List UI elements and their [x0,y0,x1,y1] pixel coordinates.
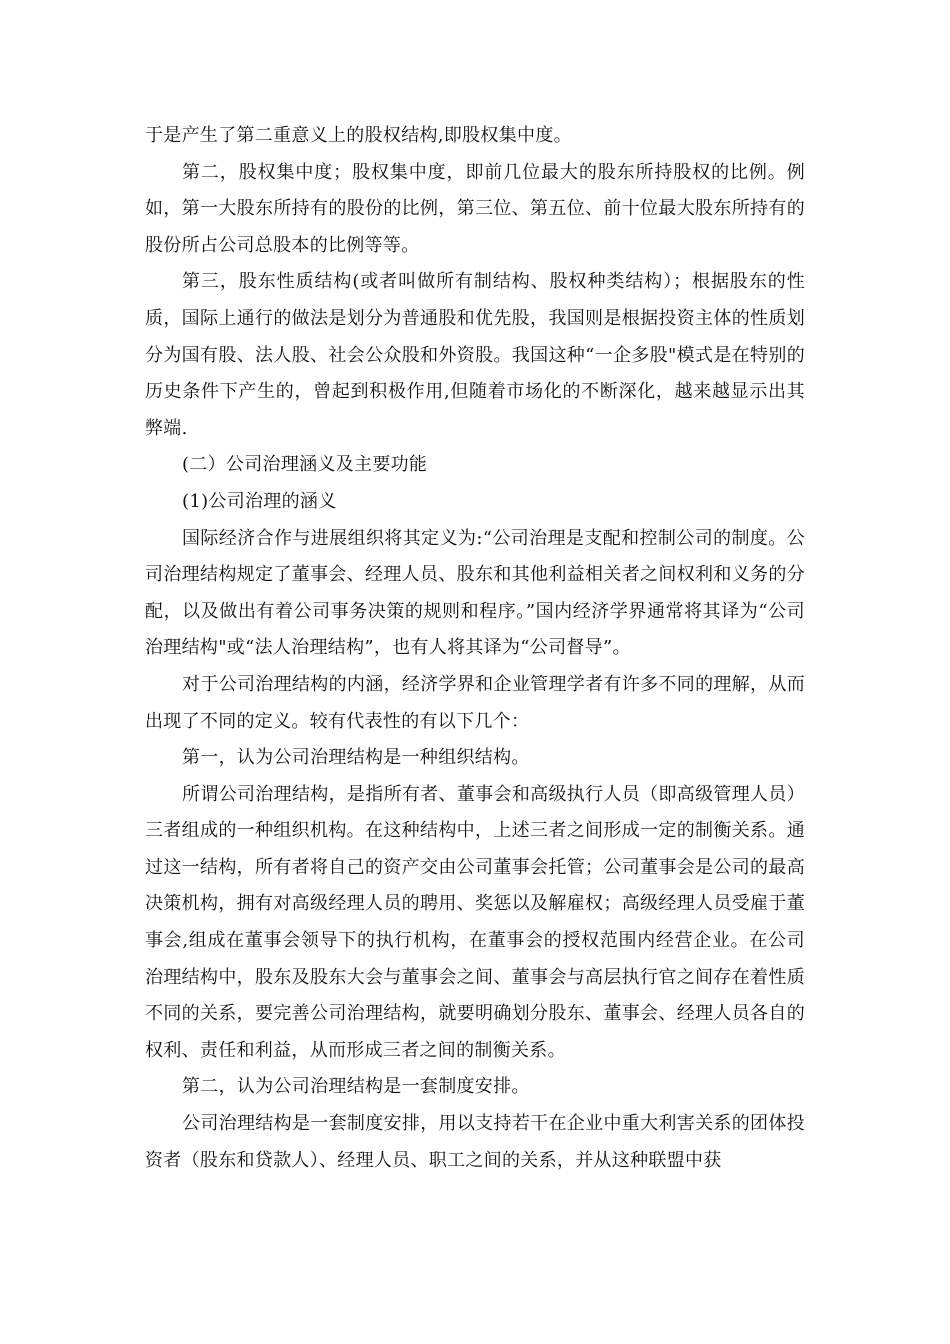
paragraph-institutional-arrangement: 公司治理结构是一套制度安排，用以支持若干在企业中重大利害关系的团体投资者（股东和贷款人）、经理人员、职工之间的关系，并从这种联盟中获 [145,1113,805,1171]
paragraph-oecd-definition: 国际经济合作与进展组织将其定义为:“公司治理是支配和控制公司的制度。公司治理结构规定了董事会、经理人员、股东和其他利益相关者之间权利和义务的分配，以及做出有着公司事务决策的规则和程序。”国内经济学界通常将其译为“公司治理结构"或“法人治理结构”，也有人将其译为“公司督导”。 [145,527,805,659]
paragraph-second-view: 第二，认为公司治理结构是一套制度安排。 [182,1076,530,1098]
paragraph-2: 第二，股权集中度；股权集中度，即前几位最大的股东所持股权的比例。例如，第一大股东所持有的股份的比例，第三位、第五位、前十位最大股东所持有的股份所占公司总股本的比例等等。 [145,161,805,256]
paragraph-organization-structure: 所谓公司治理结构，是指所有者、董事会和高级执行人员（即高级管理人员）三者组成的一种组织机构。在这种结构中，上述三者之间形成一定的制衡关系。通过这一结构，所有者将自己的资产交由公司董事会托管；公司董事会是公司的最高决策机构，拥有对高级经理人员的聘用、奖惩以及解雇权；高级经理人员受雇于董事会,组成在董事会领导下的执行机构，在董事会的授权范围内经营企业。在公司治理结构中，股东及股东大会与董事会之间、董事会与高层执行官之间存在着性质不同的关系，要完善公司治理结构，就要明确划分股东、董事会、经理人员各自的权利、责任和利益，从而形成三者之间的制衡关系。 [145,783,805,1061]
paragraph-first-view: 第一，认为公司治理结构是一种组织结构。 [182,747,530,769]
paragraph-definitions-intro: 对于公司治理结构的内涵，经济学界和企业管理学者有许多不同的理解，从而出现了不同的定义。较有代表性的有以下几个： [145,673,805,732]
subsection-heading-1: (1)公司治理的涵义 [182,490,337,512]
document-page [145,118,805,1179]
paragraph-1: 于是产生了第二重意义上的股权结构,即股权集中度。 [145,125,572,146]
paragraph-3: 第三，股东性质结构(或者叫做所有制结构、股权种类结构）；根据股东的性质，国际上通行的做法是划分为普通股和优先股，我国则是根据投资主体的性质划分为国有股、法人股、社会公众股和外资股。我国这种“一企多股"模式是在特别的历史条件下产生的，曾起到积极作用,但随着市场化的不断深化，越来越显示出其弊端. [145,271,805,439]
section-heading-2: (二）公司治理涵义及主要功能 [182,454,428,476]
